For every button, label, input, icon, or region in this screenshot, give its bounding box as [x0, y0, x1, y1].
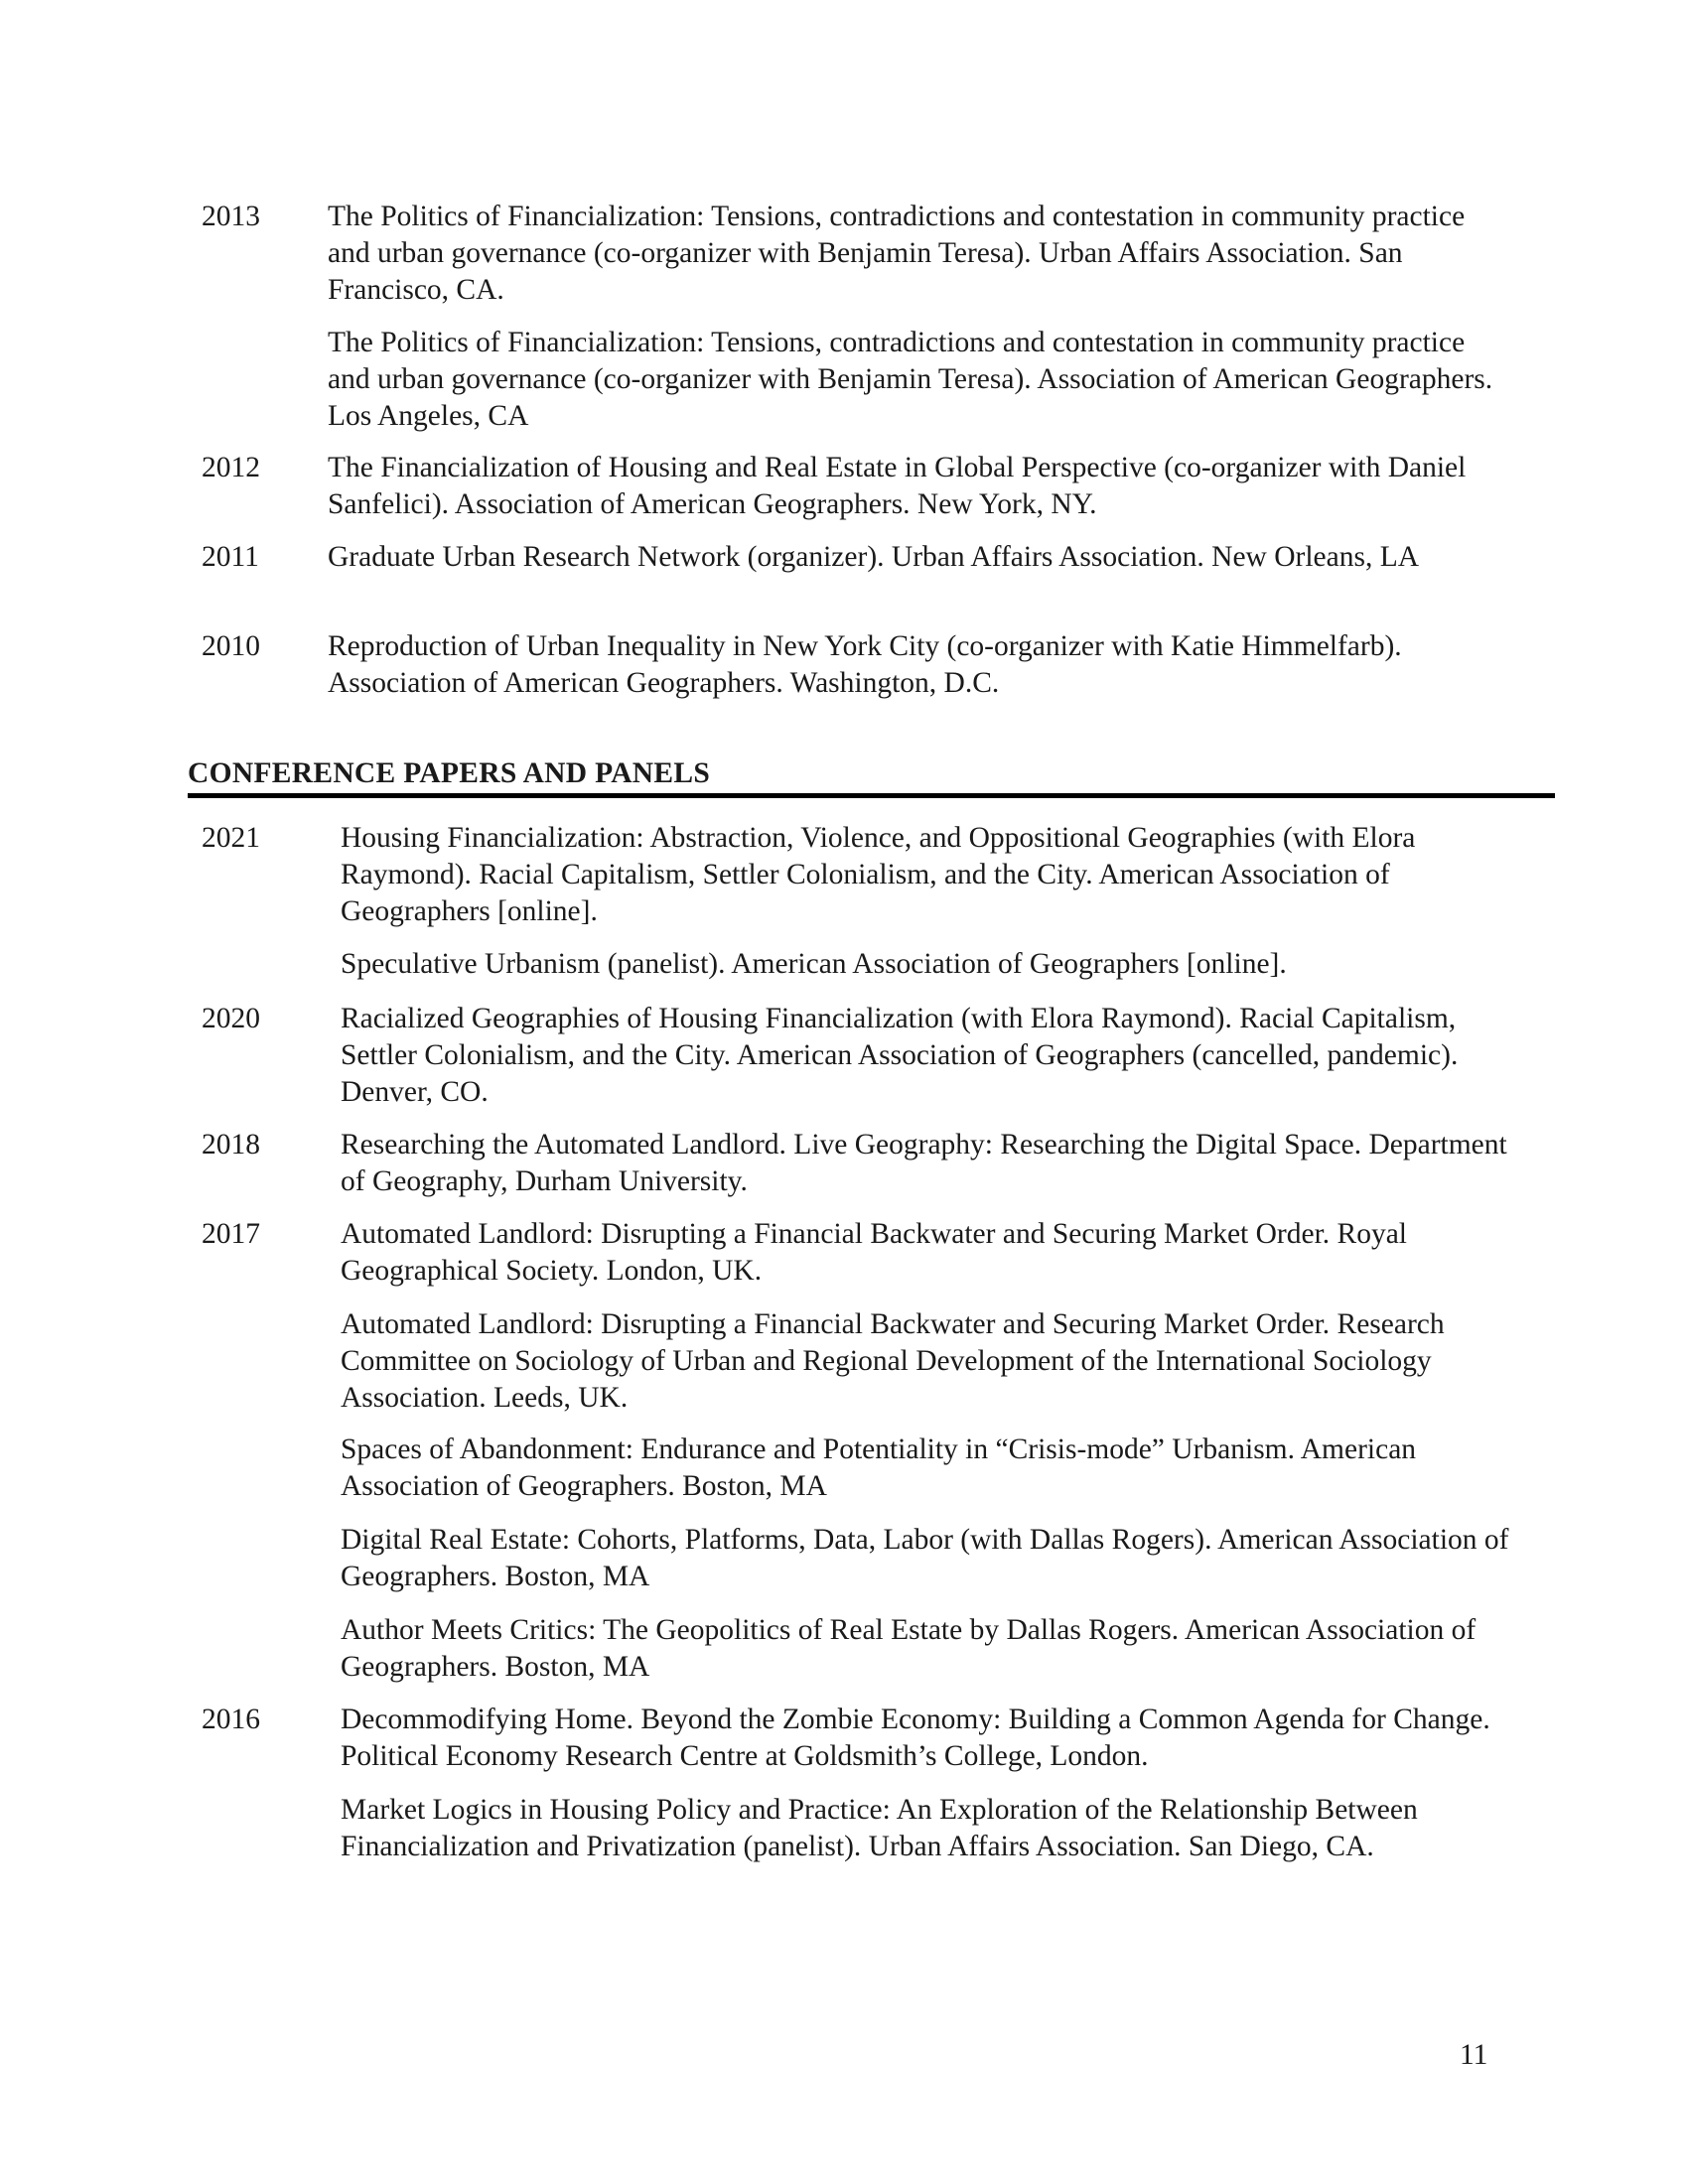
entry-year: 2013: [202, 201, 260, 232]
entry-year: 2018: [202, 1129, 260, 1160]
entry-text: Speculative Urbanism (panelist). American Association of Geographers [online].: [341, 948, 1287, 980]
entry-text: The Politics of Financialization: Tensions, contradictions and contestation in community practice and urban governance (co-organizer with Benjamin Teresa). Association of American Geographers. Los Angeles, CA: [328, 327, 1493, 432]
entry-text: Reproduction of Urban Inequality in New York City (co-organizer with Katie Himmelfarb). Association of American Geographers. Washington, D.C.: [328, 630, 1402, 699]
entry-year: 2011: [202, 541, 259, 573]
entry-text: Spaces of Abandonment: Endurance and Potentiality in “Crisis-mode” Urbanism. American Association of Geographers. Boston, MA: [341, 1433, 1417, 1502]
entry-text: The Politics of Financialization: Tensions, contradictions and contestation in community practice and urban governance (co-organizer with Benjamin Teresa). Urban Affairs Association. San Francisco, CA.: [328, 201, 1466, 306]
entry-text: Researching the Automated Landlord. Live Geography: Researching the Digital Space. Department of Geography, Durham University.: [341, 1129, 1507, 1197]
entry-year: 2010: [202, 630, 260, 662]
entry-year: 2021: [202, 822, 260, 854]
entry-text: Author Meets Critics: The Geopolitics of Real Estate by Dallas Rogers. American Association of Geographers. Boston, MA: [341, 1614, 1477, 1683]
entry-text: Housing Financialization: Abstraction, Violence, and Oppositional Geographies (with Elora Raymond). Racial Capitalism, Settler Colonialism, and the City. American Association of Geographers [online].: [341, 822, 1416, 927]
entry-year: 2017: [202, 1218, 260, 1250]
section-divider: [188, 793, 1555, 798]
entry-text: Market Logics in Housing Policy and Practice: An Exploration of the Relationship Between Financialization and Privatization (panelist). Urban Affairs Association. San Diego, CA.: [341, 1794, 1418, 1862]
entry-text: Digital Real Estate: Cohorts, Platforms, Data, Labor (with Dallas Rogers). American Association of Geographers. Boston, MA: [341, 1524, 1509, 1592]
entry-text: Graduate Urban Research Network (organizer). Urban Affairs Association. New Orleans, LA: [328, 541, 1420, 573]
entry-text: The Financialization of Housing and Real Estate in Global Perspective (co-organizer with Daniel Sanfelici). Association of American Geographers. New York, NY.: [328, 452, 1467, 520]
section-heading: CONFERENCE PAPERS AND PANELS: [188, 757, 711, 789]
entry-text: Decommodifying Home. Beyond the Zombie Economy: Building a Common Agenda for Change. Political Economy Research Centre at Goldsmith’s College, London.: [341, 1704, 1490, 1772]
entry-year: 2016: [202, 1704, 260, 1735]
entry-year: 2020: [202, 1003, 260, 1034]
entry-year: 2012: [202, 452, 260, 483]
page-number: 11: [1460, 2039, 1488, 2071]
entry-text: Racialized Geographies of Housing Financialization (with Elora Raymond). Racial Capitalism, Settler Colonialism, and the City. American Association of Geographers (cancelled, pandemic). Denver, CO.: [341, 1003, 1459, 1108]
entry-text: Automated Landlord: Disrupting a Financial Backwater and Securing Market Order. Research Committee on Sociology of Urban and Regional Development of the International Sociology Association. Leeds, UK.: [341, 1308, 1445, 1414]
entry-text: Automated Landlord: Disrupting a Financial Backwater and Securing Market Order. Royal Geographical Society. London, UK.: [341, 1218, 1407, 1287]
